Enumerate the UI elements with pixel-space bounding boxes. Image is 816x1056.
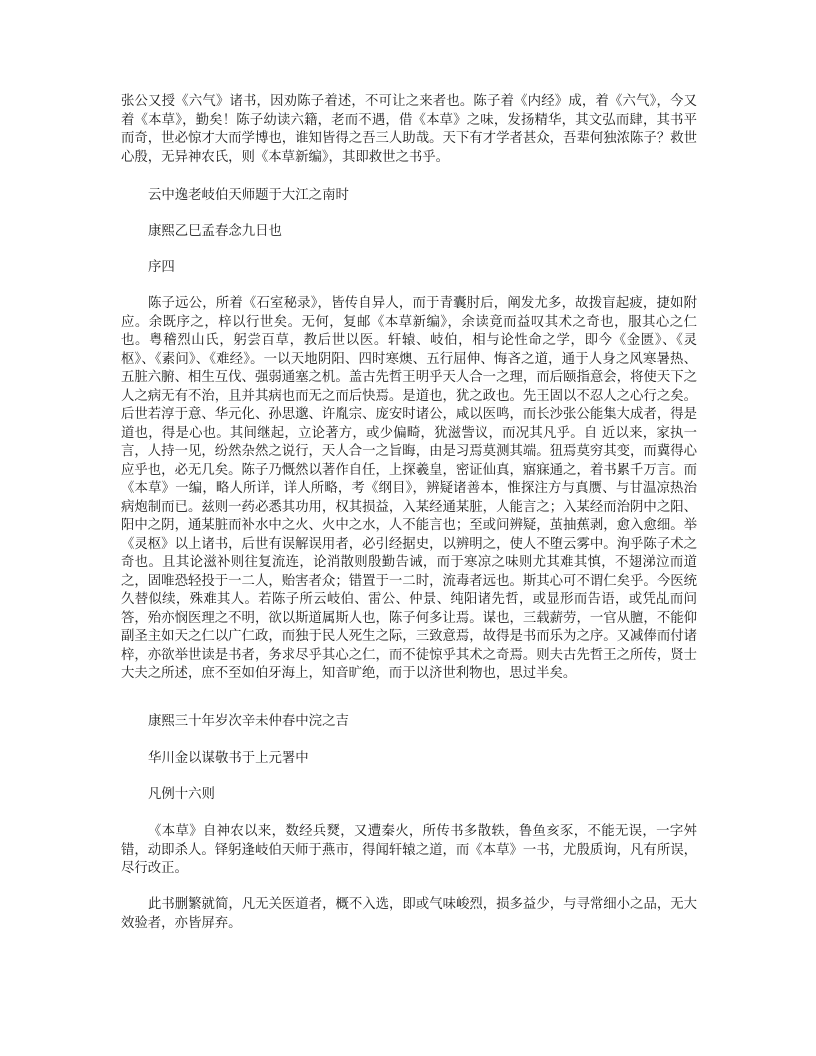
rule-paragraph-1: 《本草》自神农以来，数经兵燹，又遭秦火，所传书多散轶，鲁鱼亥豕，不能无误，一字舛错，动即杀人。铎躬逢岐伯天师于燕市，得闻轩辕之道，而《本草》一书，尤殷质询，凡有所误，尽行改正。 [121, 824, 697, 876]
rule-paragraph-2: 此书删繁就简，凡无关医道者，概不入选，即或气味峻烈，损多益少，与寻常细小之品，无大效验者，亦皆屏弃。 [121, 897, 698, 931]
date-line: 康熙乙巳孟春念九日也 [148, 224, 282, 239]
date-line-2: 康熙三十年岁次辛未仲春中浣之吉 [148, 714, 349, 729]
preface-four-paragraph: 陈子远公，所着《石室秘录》，皆传自异人，而于青囊肘后，阐发尤多，故拨盲起疲，捷如附应。余既序之，梓以行世矣。无何，复邮《本草新编》，余读竟而益叹其术之奇也，服其心之仁也。粤稽烈山氏，躬尝百草，教后世以医。轩辕、岐伯，相与论性命之学，即今《金匮》、《灵枢》、《素问》、《难经》。一以天地阴阳、四时寒燠、五行屈伸、悔吝之道，通于人身之风寒暑热、五脏六腑、相生互伐、强弱通塞之机。盖古先哲王明乎天人合一之理，而后颐指意会，将使天下之人之病无有不治，且并其病也而无之而后快焉。是道也，犹之政也。先王固以不忍人之心行之矣。后世若淳于意、华元化、孙思邈、许胤宗、庞安时诸公，咸以医鸣，而长沙张公能集大成者，得是道也，得是心也。其间继起，立论著方，或少偏畸，犹滋訾议，而况其凡乎。自 近以来，家执一言，人持一见，纷然杂然之说行，天人合一之旨晦，由是习焉莫测其端。狃焉莫穷其变，而冀得心应乎也，必无几矣。陈子乃慨然以著作自任，上探羲皇，密证仙真，寤寐通之，着书累千万言。而《本草》一编，略人所详，详人所略，考《纲目》，辨疑诸善本，惟探注方与真赝、与甘温凉热治病炮制而已。兹则一药必悉其功用，权其损益，入某经通某脏，人能言之；入某经而治阴中之阳、阳中之阴，通某脏而补水中之火、火中之水，人不能言也；至或问辨疑，茧抽蕉剥，愈入愈细。举《灵枢》以上诸书，后世有误解误用者，必引经据史，以辨明之，使人不堕云雾中。洵乎陈子术之奇也。且其论滋补则往复流连，论消散则殷勤告诫，而于寒凉之味则尤其难其慎，不翅涕泣而道之，固唯恐轻投于一二人，贻害者众；错置于一二时，流毒者远也。斯其心可不谓仁矣乎。今医统久替似续，殊难其人。若陈子所云岐伯、雷公、仲景、纯阳诸先哲，或显形而告语，或凭乩而问答，殆亦悯医理之不明，欲以斯道属斯人也，陈子何多让焉。谋也，三载薪劳，一官从膻，不能仰副圣主如天之仁以广仁政，而独于民人死生之际，三致意焉，故得是书而乐为之序。又减俸而付诸梓，亦欲举世读是书者，务求尽乎其心之仁，而不徒惊乎其术之奇焉。则夫古先哲王之所传，贤士大夫之所述，庶不至如伯牙海上，知音旷绝，而于以济世利物也，思过半矣。 [121, 296, 697, 681]
section-title-2: 凡例十六则 [148, 787, 215, 802]
preface-closing-paragraph: 张公又授《六气》诸书，因劝陈子着述，不可让之来者也。陈子着《内经》成，着《六气》，今又着《本草》，勤矣！陈子幼读六籍，老而不遇，借《本草》之味，发扬精华，其文弘而肆，其书平而奇，世必惊才大而学博也，谁知皆得之吾三人助哉。天下有才学者甚众，吾辈何独浓陈子？救世心殷，无异神农氏，则《本草新编》，其即救世之书乎。 [121, 94, 697, 165]
signature-line: 云中逸老岐伯天师题于大江之南时 [148, 188, 349, 203]
section-title: 序四 [148, 260, 175, 275]
signature-line-2: 华川金以谋敬书于上元署中 [148, 751, 309, 766]
